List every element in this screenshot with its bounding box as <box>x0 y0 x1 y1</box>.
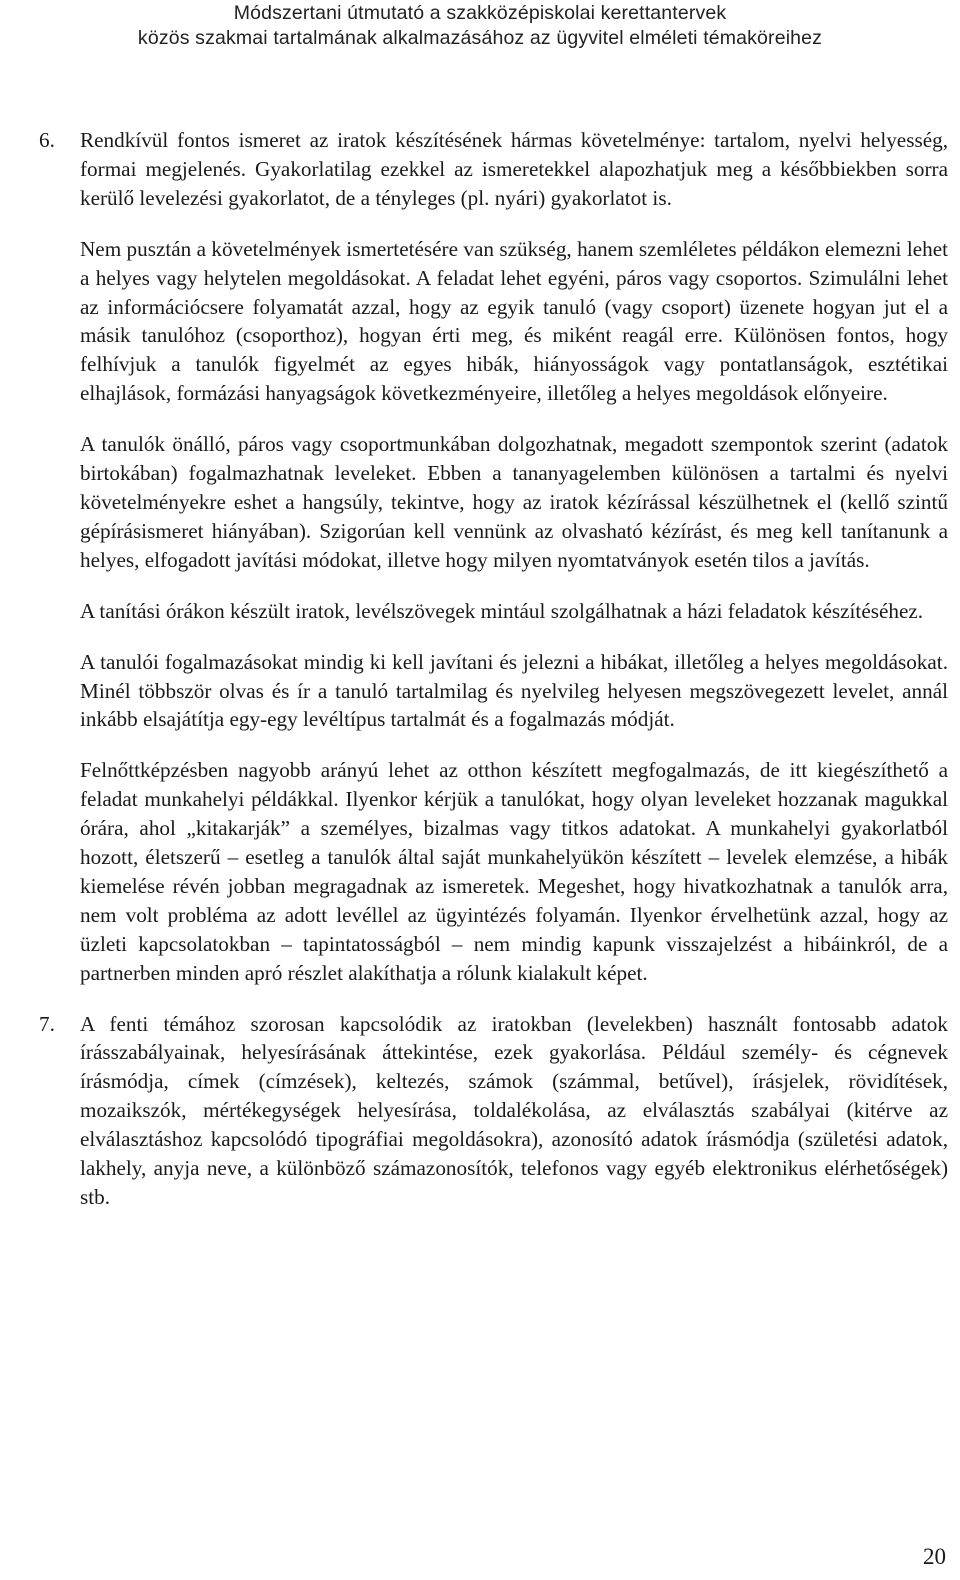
header-line-2: közös szakmai tartalmának alkalmazásához az ügyvitel elméleti témaköreihez <box>137 27 823 49</box>
item-number: 7. <box>39 1011 55 1036</box>
header-line-1: Módszertani útmutató a szakközépiskolai kerettantervek <box>233 2 727 24</box>
document-body <box>39 126 948 1212</box>
paragraph: Rendkívül fontos ismeret az iratok készítésének hármas követelménye: tartalom, nyelvi helyesség, formai megjelenés. Gyakorlatilag ezekkel az ismeretekkel alapozhatjuk meg a későbbiekben sorra kerülő levelezési gyakorlatot, de a tényleges (pl. nyári) gyakorlatot is. <box>80 128 948 210</box>
paragraph: A tanítási órákon készült iratok, levélszövegek mintául szolgálhatnak a házi feladatok készítéséhez. <box>80 598 924 623</box>
paragraph: A tanulók önálló, páros vagy csoportmunkában dolgozhatnak, megadott szempontok szerint (adatok birtokában) fogalmazhatnak leveleket. Ebben a tananyagelemben különösen a tartalmi és nyelvi követelményekre eshet a hangsúly, tekintve, hogy az iratok kézírással készülhetnek el (kellő szintű gépírásismeret hiányában). Szigorúan kell vennünk az olvasható kézírást, és meg kell tanítanunk a helyes, elfogadott javítási módokat, illetve hogy milyen nyomtatványok esetén tilos a javítás. <box>80 432 948 572</box>
running-header <box>0 0 960 51</box>
paragraph: Nem pusztán a követelmények ismertetésére van szükség, hanem szemléletes példákon elemezni lehet a helyes vagy helytelen megoldásokat. A feladat lehet egyéni, páros vagy csoportos. Szimulálni lehet az információcsere folyamatát azzal, hogy az egyik tanuló (vagy csoport) üzenete hogyan jut el a másik tanulóhoz (csoporthoz), hogyan érti meg, és miként reagál erre. Különösen fontos, hogy felhívjuk a tanulók figyelmét az egyes hibák, hiányosságok vagy pontatlanságok, esztétikai elhajlások, formázási hanyagságok következményeire, illetőleg a helyes megoldások előnyeire. <box>80 236 948 406</box>
item-number: 6. <box>39 128 55 152</box>
list-item-6 <box>39 126 948 988</box>
page-number: 20 <box>923 1544 946 1569</box>
paragraph: A fenti témához szorosan kapcsolódik az iratokban (levelekben) használt fontosabb adatok írásszabályainak, helyesírásának áttekintése, ezek gyakorlása. Például személy- és cégnevek írásmódja, címek (címzések), keltezés, számok (számmal, betűvel), írásjelek, rövidítések, mozaikszók, mértékegységek helyesírása, toldalékolása, az elválasztás szabályai (kitérve az elválasztáshoz kapcsolódó tipográfiai megoldásokra), azonosító adatok írásmódja (születési adatok, lakhely, anyja neve, a különböző számazonosítók, telefonos vagy egyéb elektronikus elérhetőségek) stb. <box>80 1011 948 1209</box>
paragraph: A tanulói fogalmazásokat mindig ki kell javítani és jelezni a hibákat, illetőleg a helyes megoldásokat. Minél többször olvas és ír a tanuló tartalmilag és nyelvileg helyesen megszövegezett levelet, annál inkább elsajátítja egy-egy levéltípus tartalmát és a fogalmazás módját. <box>80 649 948 732</box>
paragraph: Felnőttképzésben nagyobb arányú lehet az otthon készített megfogalmazás, de itt kiegészíthető a feladat munkahelyi példákkal. Ilyenkor kérjük a tanulókat, hogy olyan leveleket hozzanak magukkal órára, ahol „kitakarják” a személyes, bizalmas vagy titkos adatokat. A munkahelyi gyakorlatból hozott, életszerű – esetleg a tanulók által saját munkahelyükön készített – levelek elemzése, a hibák kiemelése révén jobban megragadnak az ismeretek. Megeshet, hogy hivatkozhatnak a tanulók arra, nem volt probléma az adott levéllel az ügyintézés folyamán. Ilyenkor érvelhetünk azzal, hogy az üzleti kapcsolatokban – tapintatosságból – nem mindig kapunk visszajelzést a hibáinkról, de a partnerben minden apró részlet alakíthatja a rólunk kialakult képet. <box>80 758 948 985</box>
list-item-7 <box>39 1010 948 1212</box>
